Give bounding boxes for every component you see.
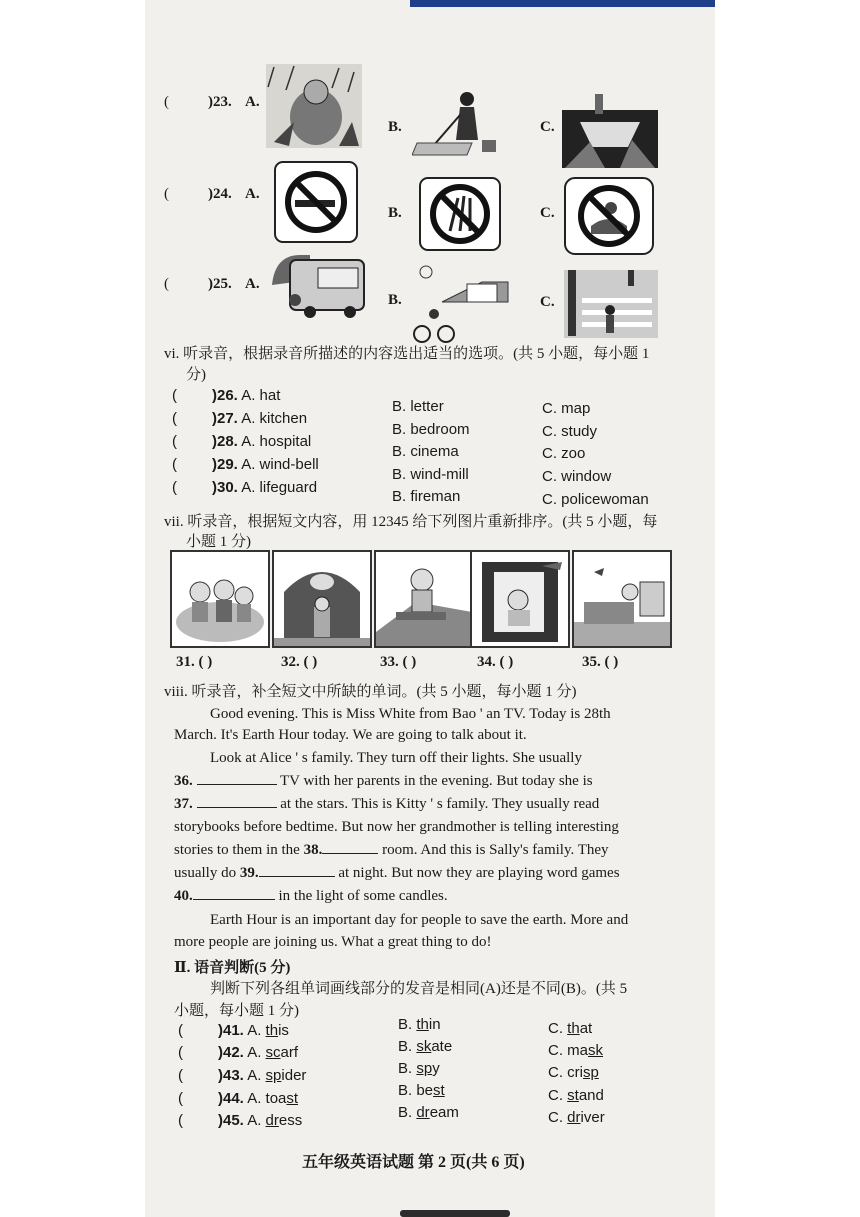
story-picture-3	[374, 550, 474, 648]
answer-31: 31. ( )	[176, 654, 213, 670]
q44-option-c: C. stand	[548, 1087, 604, 1104]
passage-line-8: usually do 39. at night. But now they are playing word games	[174, 862, 620, 885]
q45-option-b: B. dream	[398, 1104, 459, 1121]
q30-option-b: B. fireman	[392, 488, 461, 505]
no-matches-sign	[418, 176, 502, 252]
passage-line-5: 37. at the stars. This is Kitty ' s family. They usually read	[174, 793, 599, 816]
question-42: ( )42. A. scarf	[178, 1044, 299, 1061]
passage-line-3: Look at Alice ' s family. They turn off their lights. She usually	[210, 750, 582, 766]
washing-sink-picture	[560, 92, 660, 170]
question-28: ( )28. A. hospital	[172, 433, 312, 450]
question-44: ( )44. A. toast	[178, 1090, 299, 1107]
question-26: ( )26. A. hat	[172, 387, 281, 404]
mopping-floor-picture	[412, 85, 507, 157]
blank-40[interactable]	[193, 885, 275, 900]
no-swimming-sign	[563, 176, 655, 256]
q25-label-c: C.	[540, 294, 555, 310]
question-27: ( )27. A. kitchen	[172, 410, 308, 427]
q25-label-a: A.	[245, 276, 260, 292]
q45-option-c: C. driver	[548, 1109, 605, 1126]
q41-option-c: C. that	[548, 1020, 593, 1037]
question-24: ( )24.	[164, 186, 232, 202]
answer-32: 32. ( )	[281, 654, 318, 670]
blank-36[interactable]	[197, 770, 277, 785]
story-picture-4	[470, 550, 570, 648]
rain-storm-picture	[264, 62, 364, 150]
bicycle-street-picture	[412, 262, 512, 344]
question-29: ( )29. A. wind-bell	[172, 456, 319, 473]
passage-line-2: March. It's Earth Hour today. We are going to talk about it.	[174, 727, 527, 743]
q42-option-b: B. skate	[398, 1038, 453, 1055]
q28-option-c: C. zoo	[542, 445, 586, 462]
q28-option-b: B. cinema	[392, 443, 459, 460]
section-vi-title-line1: vi. 听录音，根据录音所描述的内容选出适当的选项。(共 5 小题，每小题 1	[164, 346, 650, 362]
passage-line-1: Good evening. This is Miss White from Bao ' an TV. Today is 28th	[210, 706, 611, 722]
q41-option-b: B. thin	[398, 1016, 441, 1033]
q25-label-b: B.	[388, 292, 402, 308]
answer-34: 34. ( )	[477, 654, 514, 670]
q44-option-b: B. best	[398, 1082, 445, 1099]
answer-33: 33. ( )	[380, 654, 417, 670]
question-45: ( )45. A. dress	[178, 1112, 303, 1129]
blank-37[interactable]	[197, 793, 277, 808]
crosswalk-picture	[562, 268, 660, 340]
q23-label-a: A.	[245, 94, 260, 110]
q29-option-c: C. window	[542, 468, 612, 485]
q23-label-b: B.	[388, 119, 402, 135]
section-viii-title: viii. 听录音，补全短文中所缺的单词。(共 5 小题，每小题 1 分)	[164, 684, 577, 700]
q30-option-c: C. policewoman	[542, 491, 649, 508]
q27-option-c: C. study	[542, 423, 598, 440]
q43-option-b: B. spy	[398, 1060, 440, 1077]
story-picture-1	[170, 550, 270, 648]
passage-line-10: Earth Hour is an important day for people to save the earth. More and	[210, 912, 629, 928]
q23-label-c: C.	[540, 119, 555, 135]
question-43: ( )43. A. spider	[178, 1067, 307, 1084]
q24-label-b: B.	[388, 205, 402, 221]
answer-35: 35. ( )	[582, 654, 619, 670]
story-picture-2	[272, 550, 372, 648]
q26-option-c: C. map	[542, 400, 591, 417]
section-vii-title-line1: vii. 听录音，根据短文内容，用 12345 给下列图片重新排序。(共 5 小题，每	[164, 514, 658, 530]
q42-option-c: C. mask	[548, 1042, 604, 1059]
question-30: ( )30. A. lifeguard	[172, 479, 318, 496]
bus-picture	[270, 250, 368, 320]
passage-line-4: 36. TV with her parents in the evening. But today she is	[174, 770, 593, 793]
q43-option-c: C. crisp	[548, 1064, 599, 1081]
question-41: ( )41. A. this	[178, 1022, 289, 1039]
passage-line-7: stories to them in the 38. room. And this is Sally's family. They	[174, 839, 609, 862]
blank-39[interactable]	[259, 862, 335, 877]
top-edge-bar	[410, 0, 715, 7]
q29-option-b: B. wind-mill	[392, 466, 469, 483]
blank-38[interactable]	[322, 839, 378, 854]
page-footer: 五年级英语试题 第 2 页(共 6 页)	[302, 1154, 525, 1171]
no-smoking-sign	[273, 160, 359, 244]
question-25: ( )25.	[164, 276, 232, 292]
section-II-intro-line1: 判断下列各组单词画线部分的发音是相同(A)还是不同(B)。(共 5	[210, 981, 628, 997]
story-picture-5	[572, 550, 672, 648]
q27-option-b: B. bedroom	[392, 421, 470, 438]
passage-line-11: more people are joining us. What a great thing to do!	[174, 934, 492, 950]
passage-line-6: storybooks before bedtime. But now her grandmother is telling interesting	[174, 819, 619, 835]
passage-line-9: 40. in the light of some candles.	[174, 885, 448, 908]
q24-label-a: A.	[245, 186, 260, 202]
section-vi-title-line2: 分)	[186, 367, 206, 383]
q26-option-b: B. letter	[392, 398, 444, 415]
section-vii-title-line2: 小题 1 分)	[186, 534, 251, 550]
q24-label-c: C.	[540, 205, 555, 221]
section-II-title: Ⅱ. 语音判断(5 分)	[174, 960, 291, 976]
section-II-intro-line2: 小题，每小题 1 分)	[174, 1003, 299, 1019]
bottom-edge-bar	[400, 1210, 510, 1217]
question-23: ( )23.	[164, 94, 232, 110]
